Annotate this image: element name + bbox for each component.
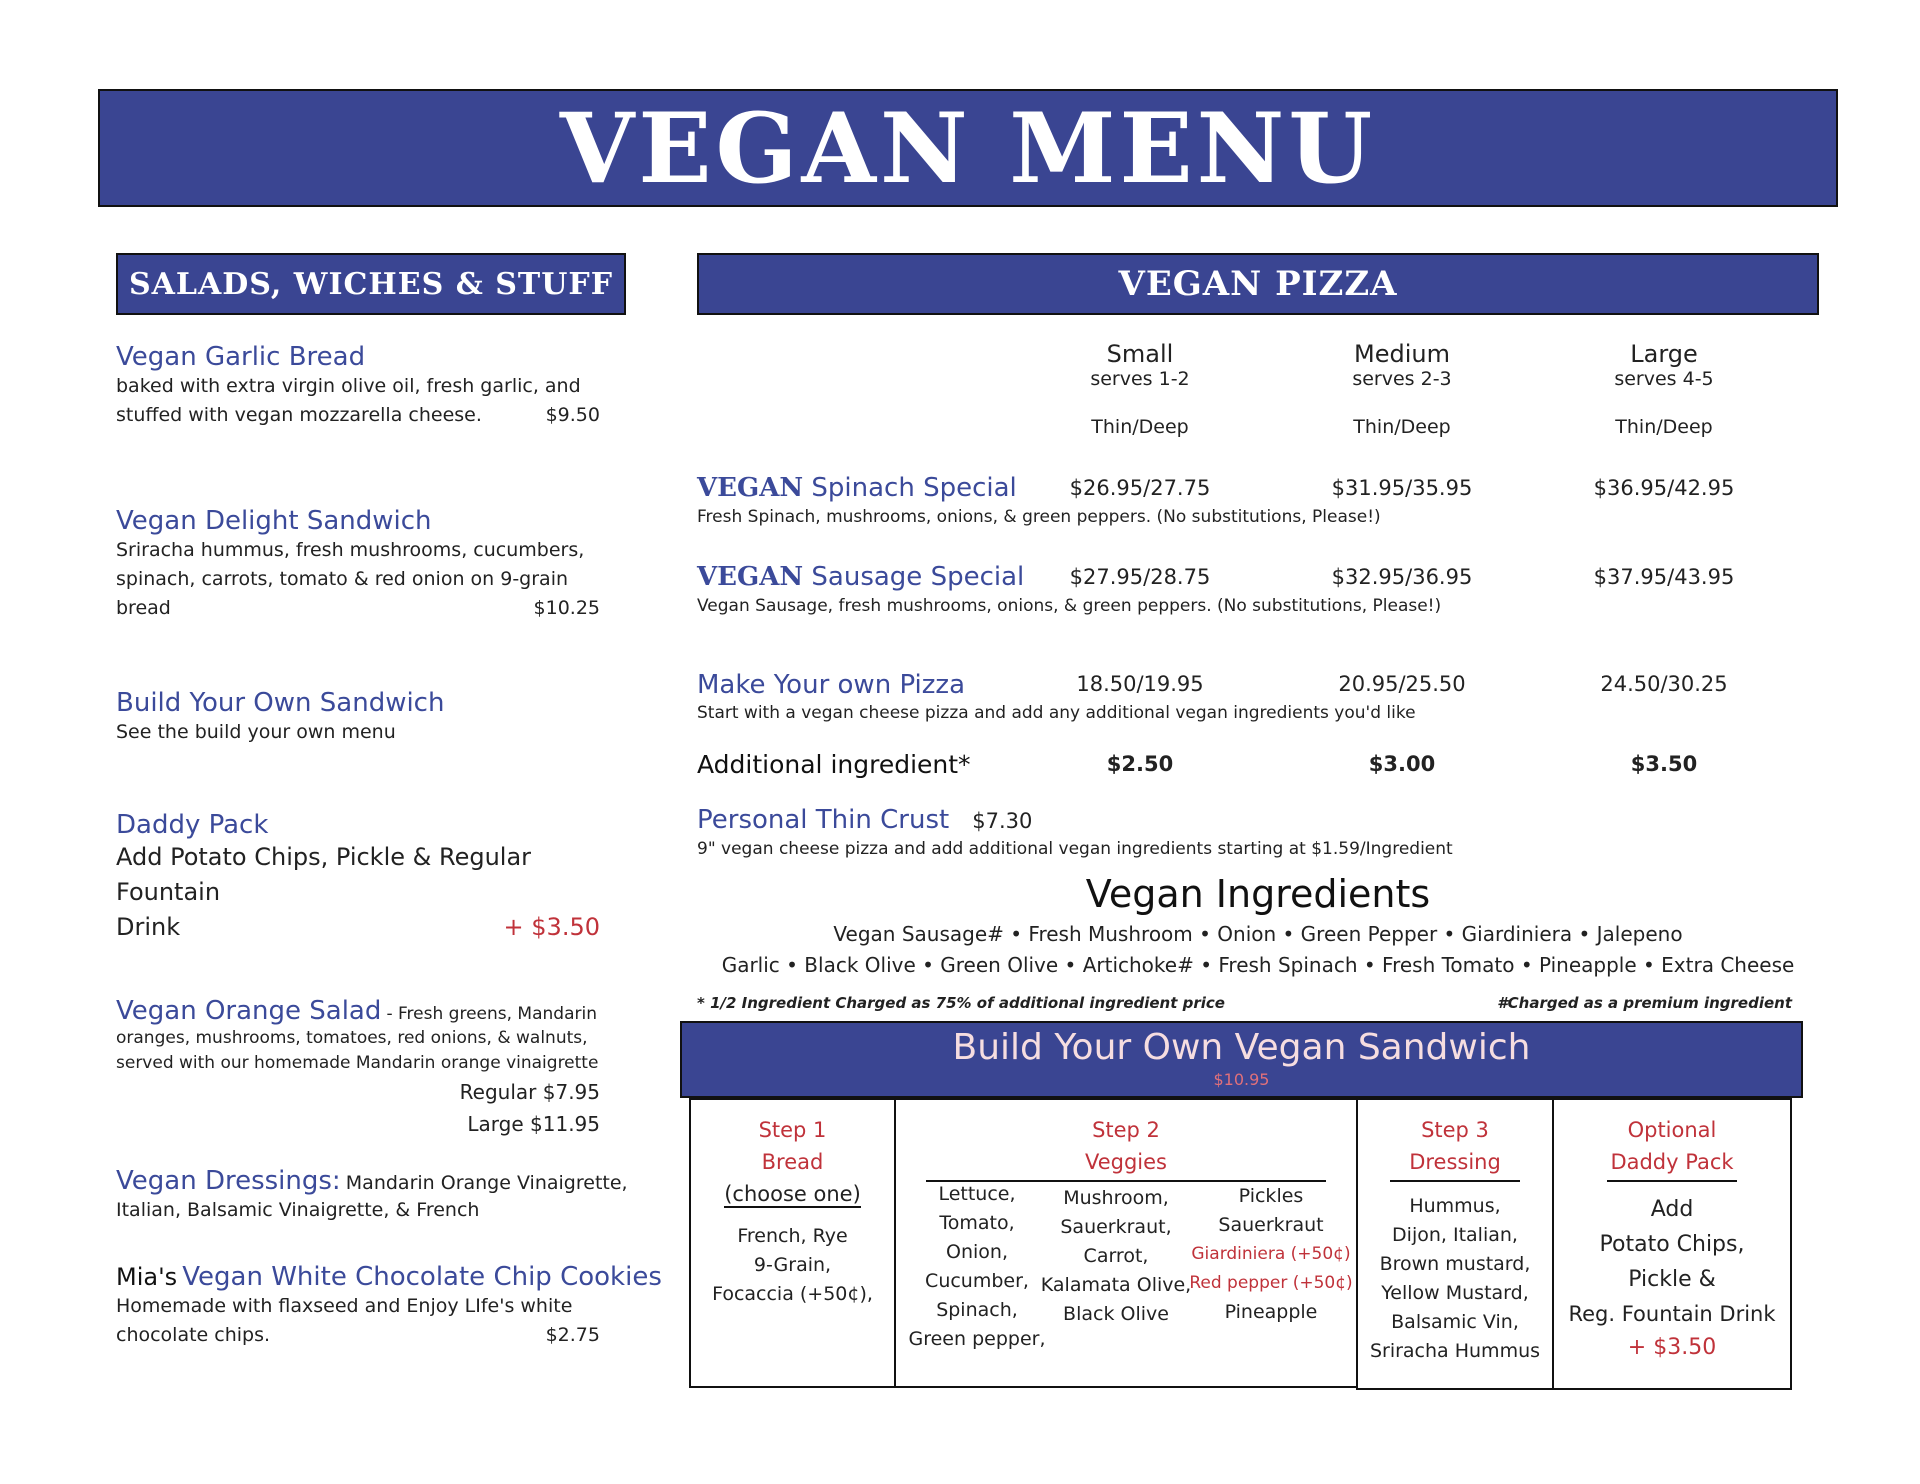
size-crust: Thin/Deep <box>1091 416 1189 438</box>
item-desc: spinach, carrots, tomato & red onion on 9-grain <box>116 568 569 590</box>
footnote-premium: #Charged as a premium ingredient <box>1497 994 1792 1012</box>
price-regular: Regular $7.95 <box>459 1080 600 1104</box>
item-desc: stuffed with vegan mozzarella cheese. <box>116 404 482 426</box>
daddy-pack-line: Add <box>1650 1197 1694 1222</box>
item-title: Vegan Delight Sandwich <box>116 506 432 536</box>
item-desc-row <box>116 594 600 623</box>
size-medium <box>1302 340 1502 438</box>
step3-box <box>1356 1098 1554 1390</box>
item-title: Vegan Orange Salad <box>116 996 382 1026</box>
price-medium: 20.95/25.50 <box>1338 672 1466 696</box>
item-price: $10.25 <box>533 597 600 619</box>
dressing-option: Balsamic Vin, <box>1391 1311 1519 1333</box>
pizza-desc: Vegan Sausage, fresh mushrooms, onions, & green peppers. (No substitutions, Please!) <box>697 596 1442 616</box>
page-title: VEGAN MENU <box>559 91 1377 205</box>
item-desc: Sriracha hummus, fresh mushrooms, cucumbers, <box>116 539 585 561</box>
item-title: Vegan Dressings: <box>116 1166 341 1196</box>
item-prefix: Mia's <box>116 1263 178 1291</box>
size-crust: Thin/Deep <box>1353 416 1451 438</box>
bread-option: 9-Grain, <box>753 1254 832 1276</box>
veggie-option-premium: Giardiniera (+50¢) <box>1191 1244 1351 1264</box>
price-small: $2.50 <box>1106 752 1174 776</box>
section-title: VEGAN PIZZA <box>1118 264 1398 304</box>
veggie-option: Mushroom, <box>1063 1187 1169 1209</box>
bread-option: French, Rye <box>737 1225 848 1247</box>
item-desc: oranges, mushrooms, tomatoes, red onions, & walnuts, <box>116 1028 588 1048</box>
additional-ingredient-label: Additional ingredient* <box>697 750 971 779</box>
size-serves: serves 1-2 <box>1090 368 1190 390</box>
size-large <box>1564 340 1764 438</box>
sandwich-header <box>680 1021 1803 1098</box>
dressing-option: Brown mustard, <box>1379 1253 1531 1275</box>
step-name: Daddy Pack <box>1610 1150 1734 1174</box>
item-desc: served with our homemade Mandarin orange vinaigrette <box>116 1053 599 1073</box>
salads-section-header <box>116 253 626 315</box>
size-name: Small <box>1106 340 1174 368</box>
pizza-desc: 9" vegan cheese pizza and add additional vegan ingredients starting at $1.59/Ingredient <box>697 839 1453 859</box>
item-desc: baked with extra virgin olive oil, fresh garlic, and <box>116 375 581 397</box>
daddy-pack-line: Potato Chips, <box>1599 1232 1745 1257</box>
section-title: SALADS, WICHES & STUFF <box>128 266 613 302</box>
price-small: $26.95/27.75 <box>1069 476 1211 500</box>
menu-item-garlic-bread <box>116 342 600 430</box>
veggie-option: Kalamata Olive, <box>1040 1274 1192 1296</box>
step-name: Veggies <box>1084 1150 1167 1174</box>
pizza-name: Personal Thin Crust <box>697 805 950 835</box>
price-large: $3.50 <box>1630 752 1698 776</box>
veggie-option: Pineapple <box>1224 1301 1318 1323</box>
pizza-desc: Fresh Spinach, mushrooms, onions, & green peppers. (No substitutions, Please!) <box>697 507 1381 527</box>
item-price: $2.75 <box>545 1324 600 1346</box>
veggie-option: Cucumber, <box>925 1270 1029 1292</box>
pizza-sausage-name <box>697 562 1024 592</box>
price-large: $37.95/43.95 <box>1593 565 1735 589</box>
item-desc: See the build your own menu <box>116 721 396 743</box>
step-label: Step 2 <box>1092 1118 1160 1142</box>
sandwich-price: $10.95 <box>1213 1070 1270 1089</box>
item-desc: Drink <box>116 913 181 941</box>
item-title: Vegan Garlic Bread <box>116 342 366 372</box>
step-label: Optional <box>1627 1118 1717 1142</box>
item-desc: Mandarin Orange Vinaigrette, <box>345 1172 628 1194</box>
daddy-pack-price: + $3.50 <box>1627 1335 1717 1360</box>
item-price: + $3.50 <box>503 913 600 941</box>
veggie-option: Black Olive <box>1063 1303 1169 1325</box>
dressing-option: Dijon, Italian, <box>1392 1224 1518 1246</box>
veggie-option: Onion, <box>946 1241 1008 1263</box>
item-desc-row <box>116 401 600 430</box>
menu-item-cookies <box>116 1262 662 1350</box>
menu-item-orange-salad <box>116 996 600 1140</box>
price-medium: $31.95/35.95 <box>1331 476 1473 500</box>
pizza-name: Make Your own Pizza <box>697 670 965 700</box>
size-serves: serves 4-5 <box>1614 368 1714 390</box>
dressing-option: Yellow Mustard, <box>1381 1282 1529 1304</box>
pizza-price: $7.30 <box>972 809 1033 833</box>
ingredients-line: Vegan Sausage# • Fresh Mushroom • Onion • Green Pepper • Giardiniera • Jalepeno <box>833 922 1683 946</box>
veggie-option: Lettuce, <box>938 1183 1016 1205</box>
size-name: Large <box>1630 340 1698 368</box>
item-title: Build Your Own Sandwich <box>116 688 445 718</box>
size-serves: serves 2-3 <box>1352 368 1452 390</box>
veggie-option: Pickles <box>1238 1185 1304 1207</box>
menu-item-delight-sandwich <box>116 506 600 623</box>
bread-option: Focaccia (+50¢), <box>712 1283 873 1305</box>
item-desc: Add Potato Chips, Pickle & Regular Fountain <box>116 843 532 906</box>
menu-item-byo-sandwich <box>116 688 600 747</box>
price-small: $27.95/28.75 <box>1069 565 1211 589</box>
choose-one-note: (choose one) <box>724 1182 861 1206</box>
item-desc-row <box>116 910 600 945</box>
personal-thin-crust <box>697 805 1032 835</box>
item-desc: chocolate chips. <box>116 1324 271 1346</box>
veggie-option: Green pepper, <box>908 1328 1046 1350</box>
item-title: Daddy Pack <box>116 810 269 840</box>
daddy-pack-line: Reg. Fountain Drink <box>1568 1302 1776 1326</box>
veggie-option: Sauerkraut, <box>1060 1216 1172 1238</box>
sandwich-title: Build Your Own Vegan Sandwich <box>952 1027 1531 1068</box>
veggies-col <box>1036 1184 1196 1329</box>
daddy-pack-line: Pickle & <box>1628 1267 1716 1292</box>
pizza-name: Spinach Special <box>811 473 1017 503</box>
veggie-option: Tomato, <box>939 1212 1015 1234</box>
menu-item-daddy-pack <box>116 810 600 945</box>
size-small <box>1040 340 1240 438</box>
step-name: Dressing <box>1409 1150 1501 1174</box>
step2-box <box>894 1098 1358 1388</box>
item-desc: Italian, Balsamic Vinaigrette, & French <box>116 1199 480 1221</box>
item-title: Vegan White Chocolate Chip Cookies <box>182 1262 662 1292</box>
veggie-option-premium: Red pepper (+50¢) <box>1189 1273 1353 1293</box>
veggies-col <box>902 1180 1052 1354</box>
pizza-desc: Start with a vegan cheese pizza and add any additional vegan ingredients you'd like <box>697 703 1416 723</box>
item-desc: - Fresh greens, Mandarin <box>386 1004 597 1024</box>
ingredients-title: Vegan Ingredients <box>1085 872 1431 916</box>
size-crust: Thin/Deep <box>1615 416 1713 438</box>
price-large: $36.95/42.95 <box>1593 476 1735 500</box>
item-desc: bread <box>116 597 171 619</box>
veggies-col <box>1186 1182 1356 1327</box>
item-price: $9.50 <box>545 404 600 426</box>
pizza-name: Sausage Special <box>811 562 1025 592</box>
price-small: 18.50/19.95 <box>1076 672 1204 696</box>
item-desc-row <box>116 1321 600 1350</box>
step-label: Step 1 <box>758 1118 827 1142</box>
optional-daddy-pack-box <box>1552 1098 1792 1390</box>
dressing-option: Sriracha Hummus <box>1369 1340 1541 1362</box>
menu-item-dressings <box>116 1166 628 1225</box>
pizza-section-header <box>697 253 1819 315</box>
price-large: Large $11.95 <box>467 1112 600 1136</box>
veggie-option: Carrot, <box>1083 1245 1149 1267</box>
veggie-option: Spinach, <box>936 1299 1018 1321</box>
vegan-label: VEGAN <box>697 562 804 592</box>
step-name: Bread <box>761 1150 824 1174</box>
vegan-label: VEGAN <box>697 473 804 503</box>
footnote-half-ingredient: * 1/2 Ingredient Charged as 75% of additional ingredient price <box>697 994 1225 1012</box>
price-medium: $3.00 <box>1368 752 1436 776</box>
menu-banner <box>98 89 1838 207</box>
dressing-option: Hummus, <box>1409 1195 1501 1217</box>
ingredients-line: Garlic • Black Olive • Green Olive • Artichoke# • Fresh Spinach • Fresh Tomato • Pineapple • Extra Cheese <box>721 953 1795 977</box>
size-name: Medium <box>1354 340 1450 368</box>
price-large: 24.50/30.25 <box>1600 672 1728 696</box>
step-label: Step 3 <box>1421 1118 1489 1142</box>
veggie-option: Sauerkraut <box>1218 1214 1324 1236</box>
pizza-spinach-name <box>697 473 1017 503</box>
price-medium: $32.95/36.95 <box>1331 565 1473 589</box>
step1-box <box>689 1098 896 1388</box>
item-desc: Homemade with flaxseed and Enjoy LIfe's white <box>116 1295 573 1317</box>
